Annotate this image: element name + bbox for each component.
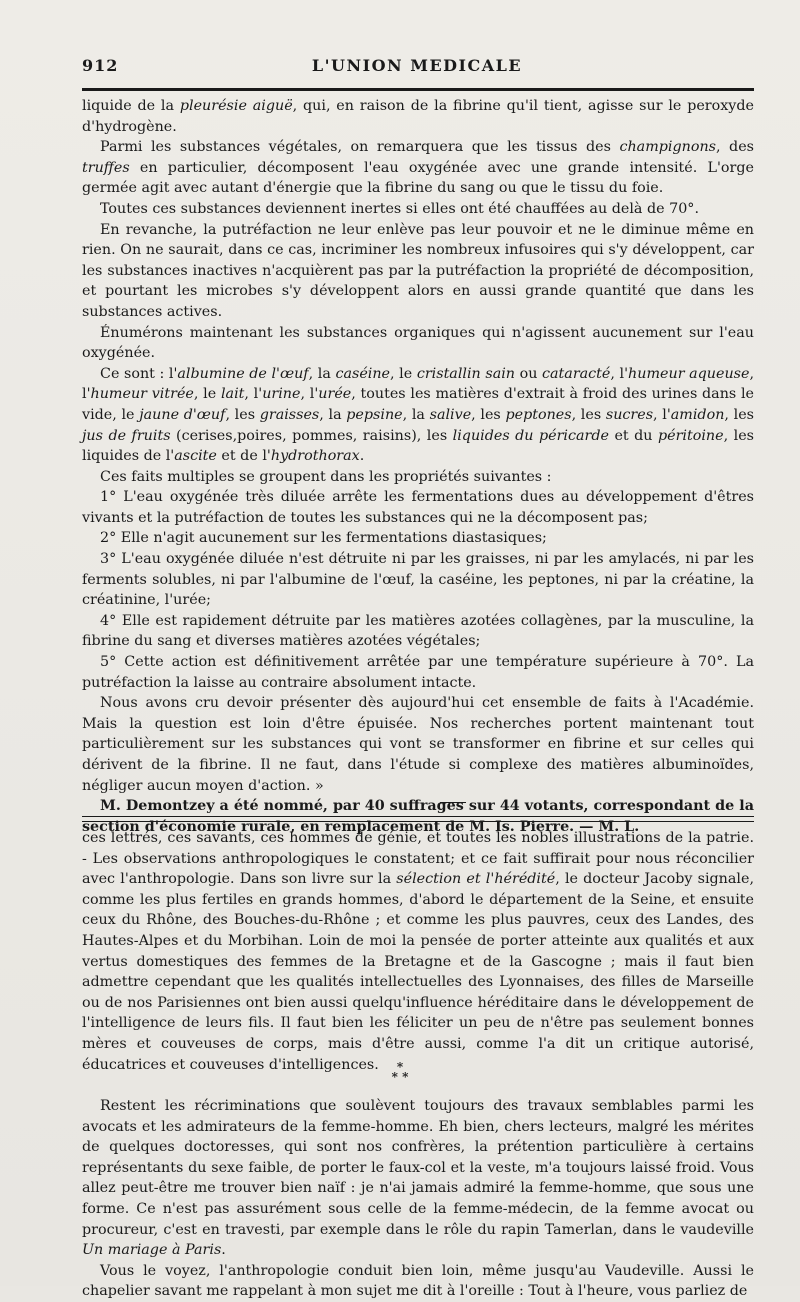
signature-rule [440, 802, 466, 803]
paragraph: 4° Elle est rapidement détruite par les matières azotées collagènes, par la musculine, la fibrine du sang et diverses matières azotées végétales; [82, 612, 754, 650]
italic-term: truffes [82, 159, 130, 176]
paragraph: Parmi les substances végétales, on remarquera que les tissus des champignons, des truffes en particulier, décomposent l'eau oxygénée avec une grande intensité. L'orge germée agit avec autant d'énergie que la fibrine du sang ou que le tissu du foie. [82, 139, 755, 197]
feuilleton-section-1 [82, 828, 754, 1075]
header-rule [82, 88, 754, 91]
feuilleton-paragraph-1: ces lettrés, ces savants, ces hommes de génie, et toutes les nobles illustrations de la patrie. - Les observations anthropologiques le constatent; et ce fait suffirait pour nous réconcilier avec l'anthropologie. Dans son livre sur la sélection et l'hérédité, le docteur Jacoby signale, comme les plus fertiles en grands hommes, d'abord le département de la Seine, et ensuite ceux du Rhône, des Bouches-du-Rhône ; et comme les plus pauvres, ceux des Landes, des Hautes-Alpes et du Morbihan. Loin de moi la pensée de porter atteinte aux qualités et aux vertus domestiques des femmes de la Bretagne et de la Gascogne ; mais il faut bien admettre cependant que les qualités intellectuelles des Lyonnaises, des filles de Marseille ou de nos Parisiennes ont bien aussi quelqu'influence héréditaire dans le développement de l'intelligence de leurs fils. Il faut bien les féliciter un peu de n'être pas seulement bonnes mères et couveuses de corps, mais d'être aussi, comme l'a dit un critique autorisé, éducatrices et couveuses d'intelligences. [82, 830, 754, 1073]
italic-term: jus de fruits [82, 427, 171, 444]
paragraph: 2° Elle n'agit aucunement sur les fermentations diastasiques; [100, 530, 547, 547]
paragraph: En revanche, la putréfaction ne leur enlève pas leur pouvoir et ne le diminue même en rien. On ne saurait, dans ce cas, incriminer les nombreux infusoires qui s'y développent, car les substances inactives n'acquièrent pas par la putréfaction la propriété de décomposition, et pourtant les microbes s'y développent alors en aussi grande quantité que dans les substances actives. [82, 221, 754, 320]
asterism-top: * [396, 1060, 404, 1074]
italic-term: salive [429, 406, 472, 423]
feuilleton-paragraph-3: Vous le voyez, l'anthropologie conduit bien loin, même jusqu'au Vaudeville. Aussi le chapelier savant me rappelant à mon sujet me dit à l'oreille : Tout à l'heure, vous parliez de [82, 1262, 754, 1300]
upper-section [82, 96, 754, 837]
asterism-bottom: * * [391, 1070, 409, 1084]
italic-term: urine [262, 386, 301, 403]
upper-paragraphs [82, 96, 754, 796]
italic-term: pleurésie aiguë [179, 98, 293, 114]
page-number: 912 [82, 56, 119, 75]
italic-term: albumine de l'œuf [177, 365, 309, 382]
italic-term: urée [318, 386, 352, 403]
announcement: M. Demontzey a été nommé, par 40 suffrages sur 44 votants, correspondant de la section d'économie rurale, en remplacement de M. Is. Pierre. — M. L. [82, 798, 754, 835]
asterism-divider [0, 1062, 800, 1082]
italic-term: jaune d'œuf [139, 406, 226, 423]
italic-term: pepsine [346, 406, 403, 423]
paragraph: Toutes ces substances deviennent inertes si elles ont été chauffées au delà de 70°. [100, 200, 699, 217]
paragraph: 5° Cette action est définitivement arrêtée par une température supérieure à 70°. La putréfaction la laisse au contraire absolument intacte. [82, 654, 754, 691]
italic-term: liquides du péricarde [452, 427, 609, 444]
italic-term: cristallin sain [416, 365, 515, 382]
paragraph: 3° L'eau oxygénée diluée n'est détruite ni par les graisses, ni par les amylacés, ni par les ferments solubles, ni par l'albumine de l'œuf, la caséine, les peptones, ni par la créatine, la créatinine, l'urée; [82, 551, 754, 609]
paragraph: Énumérons maintenant les substances organiques qui n'agissent aucunement sur l'eau oxygénée. [82, 324, 754, 362]
paragraph: Nous avons cru devoir présenter dès aujourd'hui cet ensemble de faits à l'Académie. Mais la question est loin d'être épuisée. Nos recherches portent maintenant tout particulièrement sur les substances qui vont se transformer en fibrine et sur celles qui dérivent de la fibrine. Il ne faut, dans l'étude si complexe des matières albuminoïdes, négliger aucun moyen d'action. » [82, 695, 754, 794]
italic-term: humeur vitrée [90, 386, 194, 403]
italic-term: caséine [335, 365, 391, 382]
paragraph: 1° L'eau oxygénée très diluée arrête les fermentations dues au développement d'êtres vivants et la putréfaction de toutes les substances qui ne la décomposent pas; [82, 489, 754, 526]
italic-term: cataracté [542, 365, 611, 382]
italic-term: péritoine [657, 427, 724, 444]
italic-term: amidon [670, 406, 725, 423]
italic-term: hydrothorax [270, 448, 360, 465]
italic-term: sélection et l'hérédité [396, 871, 556, 888]
italic-term: graisses [259, 406, 320, 423]
italic-term: champignons [619, 139, 716, 156]
paragraph: Ces faits multiples se groupent dans les propriétés suivantes : [100, 468, 552, 485]
italic-term: humeur aqueuse [628, 365, 750, 382]
feuilleton-section-2 [82, 1096, 754, 1302]
journal-title: L'UNION MEDICALE [311, 56, 523, 75]
italic-term: ascite [174, 448, 217, 465]
italic-term: peptones [505, 406, 572, 423]
italic-term: Un mariage à Paris [82, 1242, 222, 1259]
paragraph: liquide de la pleurésie aiguë, qui, en raison de la fibrine qu'il tient, agisse sur le peroxyde d'hydrogène. [82, 98, 754, 135]
feuilleton-paragraph-2: Restent les récriminations que soulèvent toujours des travaux semblables parmi les avocats et les admirateurs de la femme-homme. Eh bien, chers lecteurs, malgré les mérites de quelques doctoresses, qui sont nos confrères, la prétention particulière à certains représentants du sexe faible, de porter le faux-col et la veste, m'a toujours laissé froid. Vous allez peut-être me trouver bien naïf : je n'ai jamais admiré la femme-homme, que sous une forme. Ce n'est pas assurément sous celle de la femme-médecin, de la femme avocat ou procureur, c'est en travesti, par exemple dans le rôle du rapin Tamerlan, dans le vaudeville Un mariage à Paris. [82, 1098, 754, 1259]
italic-term: sucres [605, 406, 654, 423]
italic-term: lait [220, 386, 245, 403]
paragraph: Ce sont : l'albumine de l'œuf, la caséine, le cristallin sain ou cataracté, l'humeur aqueuse, l'humeur vitrée, le lait, l'urine, l'urée, toutes les matières d'extrait à froid des urines dans le vide, le jaune d'œuf, les graisses, la pepsine, la salive, les peptones, les sucres, l'amidon, les jus de fruits (cerises,poires, pommes, raisins), les liquides du péricarde et du péritoine, les liquides de l'ascite et de l'hydrothorax. [82, 365, 755, 465]
section-double-rule [82, 816, 754, 822]
page-header [82, 50, 752, 78]
